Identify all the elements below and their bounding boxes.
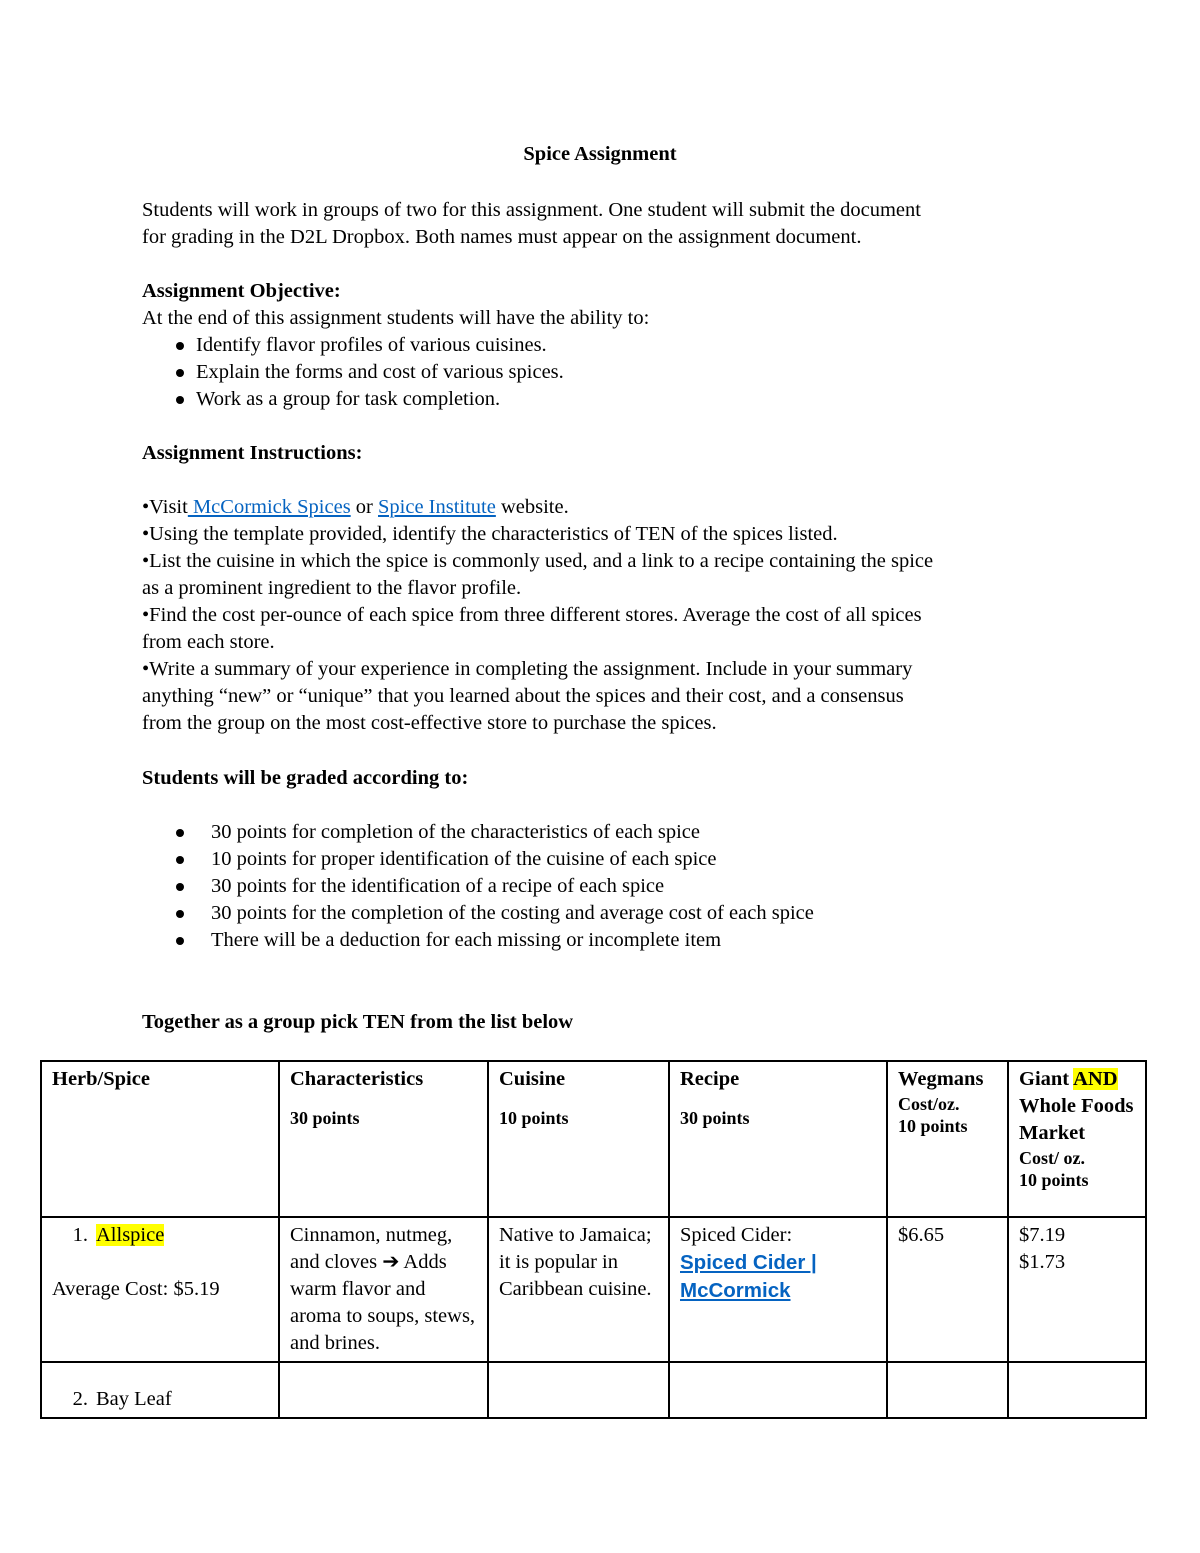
instructions-heading: Assignment Instructions: xyxy=(142,442,363,464)
instruction-line: •Write a summary of your experience in completing the assignment. Include in your summary xyxy=(142,658,913,680)
objective-lead: At the end of this assignment students will have the ability to: xyxy=(142,307,650,329)
header-cell xyxy=(488,1061,669,1217)
header-giant-cost: Cost/ oz. xyxy=(1019,1148,1085,1168)
spice-name: Bay Leaf xyxy=(96,1388,172,1410)
recipe-label: Spiced Cider: xyxy=(680,1224,793,1246)
visit-prefix: •Visit xyxy=(142,496,188,518)
cell-spice xyxy=(41,1362,279,1418)
cell-wegmans xyxy=(887,1217,1008,1362)
header-cell xyxy=(887,1061,1008,1217)
header-cuisine: Cuisine xyxy=(499,1068,566,1090)
row-number: 2. xyxy=(72,1388,88,1410)
spice-name: Allspice xyxy=(96,1224,165,1246)
header-cell xyxy=(279,1061,488,1217)
grading-item: 30 points for the identification of a recipe of each spice xyxy=(142,873,1062,900)
table-header-row xyxy=(41,1061,1146,1217)
cell-giant[interactable] xyxy=(1008,1362,1146,1418)
header-giant-points: 10 points xyxy=(1019,1170,1089,1190)
cell-characteristics xyxy=(279,1217,488,1362)
spice-name-line xyxy=(52,1222,268,1249)
objective-section xyxy=(142,278,1062,413)
instruction-line: •List the cuisine in which the spice is commonly used, and a link to a recipe containing the spice xyxy=(142,550,934,572)
header-recipe-points: 30 points xyxy=(680,1108,750,1128)
grading-list xyxy=(142,819,1062,954)
header-giant-name: Giant xyxy=(1019,1068,1070,1090)
header-cell xyxy=(1008,1061,1146,1217)
header-whole-foods: Whole Foods Market xyxy=(1019,1095,1134,1144)
grading-item: There will be a deduction for each missing or incomplete item xyxy=(142,927,1062,954)
header-wegmans-points: 10 points xyxy=(898,1116,968,1136)
header-characteristics-points: 30 points xyxy=(290,1108,360,1128)
table-row xyxy=(41,1362,1146,1418)
instructions-section xyxy=(142,440,1062,737)
intro-paragraph xyxy=(142,197,1062,251)
grading-item: 30 points for completion of the characteristics of each spice xyxy=(142,819,1062,846)
objective-heading: Assignment Objective: xyxy=(142,280,341,302)
cuisine-text: Native to Jamaica; it is popular in Caribbean cuisine. xyxy=(499,1224,652,1300)
grading-item: 10 points for proper identification of the cuisine of each spice xyxy=(142,846,1062,873)
characteristics-text: Adds warm flavor and aroma to soups, stews, and brines. xyxy=(290,1251,476,1354)
cell-characteristics[interactable] xyxy=(279,1362,488,1418)
header-giant xyxy=(1019,1066,1135,1093)
instruction-line: as a prominent ingredient to the flavor profile. xyxy=(142,577,522,599)
visit-suffix: website. xyxy=(495,496,569,518)
cell-wegmans[interactable] xyxy=(887,1362,1008,1418)
header-characteristics: Characteristics xyxy=(290,1068,424,1090)
intro-line: Students will work in groups of two for this assignment. One student will submit the document xyxy=(142,199,921,221)
cell-spice xyxy=(41,1217,279,1362)
cell-cuisine xyxy=(488,1217,669,1362)
table-row xyxy=(41,1217,1146,1362)
instruction-line: from each store. xyxy=(142,631,275,653)
intro-line: for grading in the D2L Dropbox. Both names must appear on the assignment document. xyxy=(142,226,862,248)
header-spice: Herb/Spice xyxy=(52,1068,150,1090)
header-recipe: Recipe xyxy=(680,1068,740,1090)
pick-heading: Together as a group pick TEN from the list below xyxy=(142,1011,574,1033)
spice-table xyxy=(40,1060,1147,1419)
wegmans-cost: $6.65 xyxy=(898,1224,945,1246)
cell-recipe[interactable] xyxy=(669,1362,887,1418)
cell-recipe xyxy=(669,1217,887,1362)
header-cell xyxy=(669,1061,887,1217)
instruction-line: anything “new” or “unique” that you learned about the spices and their cost, and a consensus xyxy=(142,685,904,707)
arrow-icon: ➔ xyxy=(382,1251,400,1273)
header-cell xyxy=(41,1061,279,1217)
visit-or: or xyxy=(350,496,378,518)
grading-heading: Students will be graded according to: xyxy=(142,767,469,789)
grading-section xyxy=(142,765,1062,954)
instruction-line: from the group on the most cost-effective store to purchase the spices. xyxy=(142,712,717,734)
average-cost: Average Cost: $5.19 xyxy=(52,1278,220,1300)
mccormick-link[interactable]: McCormick Spices xyxy=(187,496,351,518)
grading-item: 30 points for the completion of the costing and average cost of each spice xyxy=(142,900,1062,927)
objective-item: Identify flavor profiles of various cuisines. xyxy=(142,332,1062,359)
giant-cost: $7.19 xyxy=(1019,1224,1066,1246)
recipe-link[interactable]: Spiced Cider | McCormick xyxy=(680,1251,817,1302)
cell-cuisine[interactable] xyxy=(488,1362,669,1418)
header-cuisine-points: 10 points xyxy=(499,1108,569,1128)
instruction-line: •Using the template provided, identify the characteristics of TEN of the spices listed. xyxy=(142,523,838,545)
spice-institute-link[interactable]: Spice Institute xyxy=(378,496,496,518)
objective-item: Explain the forms and cost of various spices. xyxy=(142,359,1062,386)
whole-foods-cost: $1.73 xyxy=(1019,1251,1066,1273)
spice-name-line xyxy=(52,1386,268,1413)
objective-item: Work as a group for task completion. xyxy=(142,386,1062,413)
cell-giant xyxy=(1008,1217,1146,1362)
objective-list xyxy=(142,332,1062,413)
header-giant-and: AND xyxy=(1073,1068,1118,1090)
row-number: 1. xyxy=(72,1224,88,1246)
header-wegmans-cost: Cost/oz. xyxy=(898,1094,960,1114)
instruction-line: •Find the cost per-ounce of each spice from three different stores. Average the cost of all spices xyxy=(142,604,922,626)
visit-line xyxy=(142,494,1062,521)
header-wegmans: Wegmans xyxy=(898,1068,984,1090)
page-title: Spice Assignment xyxy=(523,143,677,165)
characteristics-text: Cinnamon, nutmeg, and cloves xyxy=(290,1224,453,1273)
